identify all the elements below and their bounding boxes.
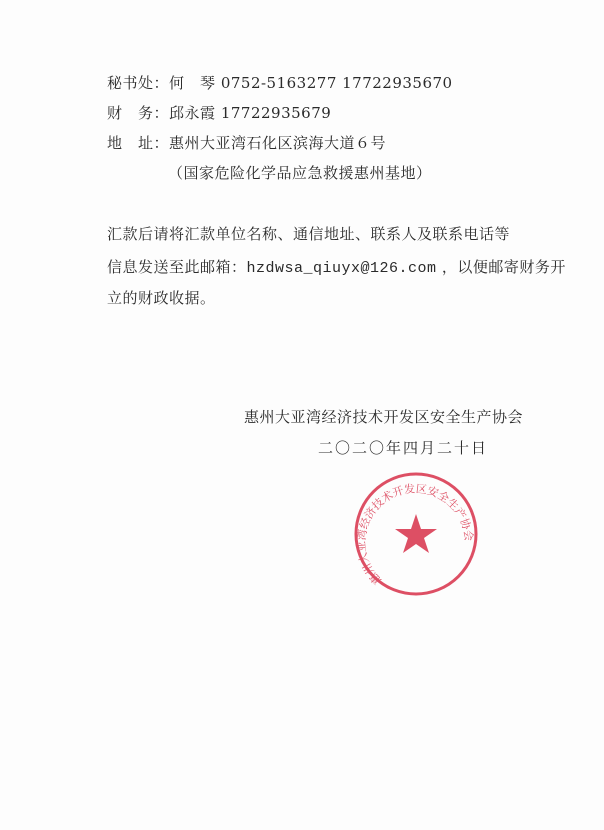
address-line — [107, 132, 386, 153]
secretariat-phones: 0752-5163277 17722935670 — [220, 74, 453, 92]
address-label: 地 址： — [107, 134, 170, 152]
secretariat-line — [107, 72, 453, 93]
stamp-text: 惠州大亚湾经济技术开发区安全生产协会 — [354, 482, 476, 587]
secretariat-name: 何 琴 — [169, 74, 216, 92]
signature-date: 二〇二〇年四月二十日 — [318, 439, 489, 457]
signature-organization: 惠州大亚湾经济技术开发区安全生产协会 — [244, 408, 524, 426]
official-seal-stamp — [352, 470, 480, 598]
finance-phones: 17722935679 — [220, 104, 332, 122]
notice-line2 — [107, 256, 566, 277]
notice-line2-suffix: ，以便邮寄财务开 — [441, 258, 566, 276]
finance-label: 财 务： — [107, 104, 170, 122]
address-line1: 惠州大亚湾石化区滨海大道６号 — [169, 134, 387, 152]
finance-line — [107, 102, 331, 123]
notice-line3: 立的财政收据。 — [107, 289, 216, 307]
address-line2: （国家危险化学品应急救援惠州基地） — [168, 164, 432, 182]
email-address: hzdwsa_qiuyx@126.com — [246, 260, 437, 277]
notice-line1: 汇款后请将汇款单位名称、通信地址、联系人及联系电话等 — [107, 225, 511, 243]
secretariat-label: 秘书处： — [107, 74, 170, 92]
star-icon — [395, 514, 437, 553]
notice-line2-prefix: 信息发送至此邮箱： — [107, 258, 247, 276]
finance-name: 邱永霞 — [169, 104, 216, 122]
